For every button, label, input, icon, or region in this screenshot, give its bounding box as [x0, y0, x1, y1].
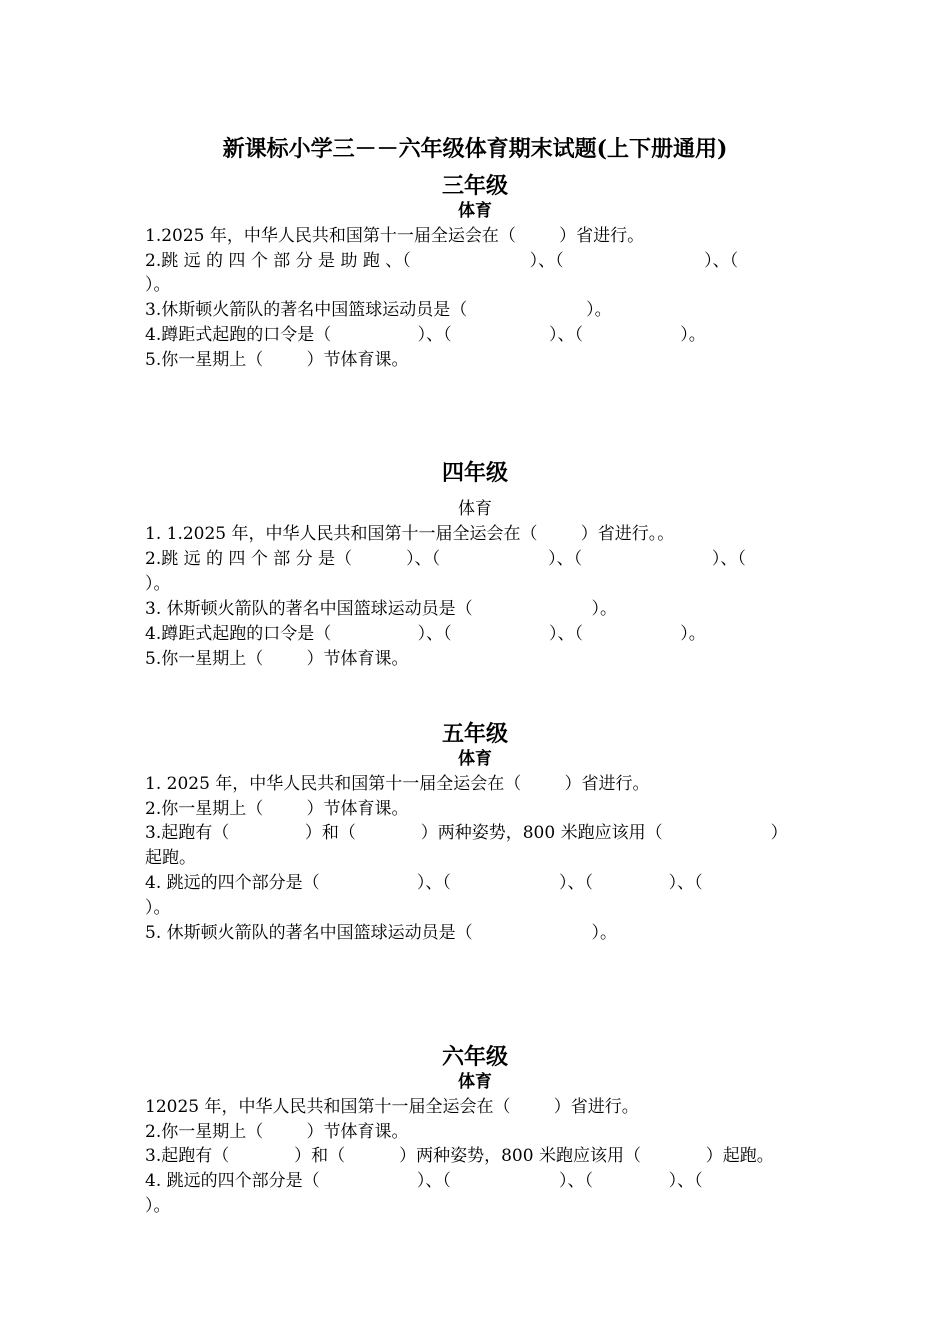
grade3-question-1: 1.2025 年，中华人民共和国第十一届全运会在（ ）省进行。	[145, 226, 645, 246]
grade3-question-2: 2.跳 远 的 四 个 部 分 是 助 跑 、（ ）、（ ）、（	[145, 251, 739, 271]
grade5-question-4: 4. 跳远的四个部分是（ ）、（ ）、（ ）、（	[145, 873, 703, 893]
grade5-title: 五年级	[441, 721, 508, 747]
grade3-question-2-cont: ）。	[145, 275, 171, 295]
grade6-question-1: 12025 年，中华人民共和国第十一届全运会在（ ）省进行。	[145, 1097, 639, 1117]
grade4-question-2: 2.跳 远 的 四 个 部 分 是（ ）、（ ）、（ ）、（	[145, 549, 746, 569]
grade6-question-4-cont: ）。	[145, 1196, 171, 1216]
grade4-question-5: 5.你一星期上（ ）节体育课。	[145, 649, 409, 669]
grade6-question-4: 4. 跳远的四个部分是（ ）、（ ）、（ ）、（	[145, 1171, 703, 1191]
grade4-question-4: 4.蹲距式起跑的口令是（ ）、（ ）、（ ）。	[145, 624, 706, 644]
grade6-question-2: 2.你一星期上（ ）节体育课。	[145, 1122, 409, 1142]
page-title: 新课标小学三－－六年级体育期末试题(上下册通用)	[222, 136, 728, 162]
grade3-subject: 体育	[458, 201, 492, 221]
grade5-question-2: 2.你一星期上（ ）节体育课。	[145, 799, 409, 819]
grade5-question-3-cont: 起跑。	[145, 848, 196, 868]
grade6-question-3: 3.起跑有（ ）和（ ）两种姿势，800 米跑应该用（ ）起跑。	[145, 1146, 774, 1166]
grade3-question-5: 5.你一星期上（ ）节体育课。	[145, 350, 409, 370]
grade5-question-3: 3.起跑有（ ）和（ ）两种姿势，800 米跑应该用（ ）	[145, 823, 788, 843]
grade4-subject: 体育	[458, 499, 492, 519]
grade5-question-4-cont: ）。	[145, 898, 171, 918]
grade6-title: 六年级	[441, 1044, 508, 1070]
grade4-question-1: 1. 1.2025 年，中华人民共和国第十一届全运会在（ ）省进行。。	[145, 524, 675, 544]
grade4-title: 四年级	[441, 460, 508, 486]
grade5-question-1: 1. 2025 年，中华人民共和国第十一届全运会在（ ）省进行。	[145, 774, 650, 794]
grade6-subject: 体育	[458, 1072, 492, 1092]
grade3-title: 三年级	[441, 173, 508, 199]
grade3-question-4: 4.蹲距式起跑的口令是（ ）、（ ）、（ ）。	[145, 325, 706, 345]
grade4-question-3: 3. 休斯顿火箭队的著名中国篮球运动员是（ ）。	[145, 599, 618, 619]
grade3-question-3: 3.休斯顿火箭队的著名中国篮球运动员是（ ）。	[145, 300, 612, 320]
grade4-question-2-cont: ）。	[145, 574, 171, 594]
grade5-subject: 体育	[458, 749, 492, 769]
grade5-question-5: 5. 休斯顿火箭队的著名中国篮球运动员是（ ）。	[145, 923, 618, 943]
